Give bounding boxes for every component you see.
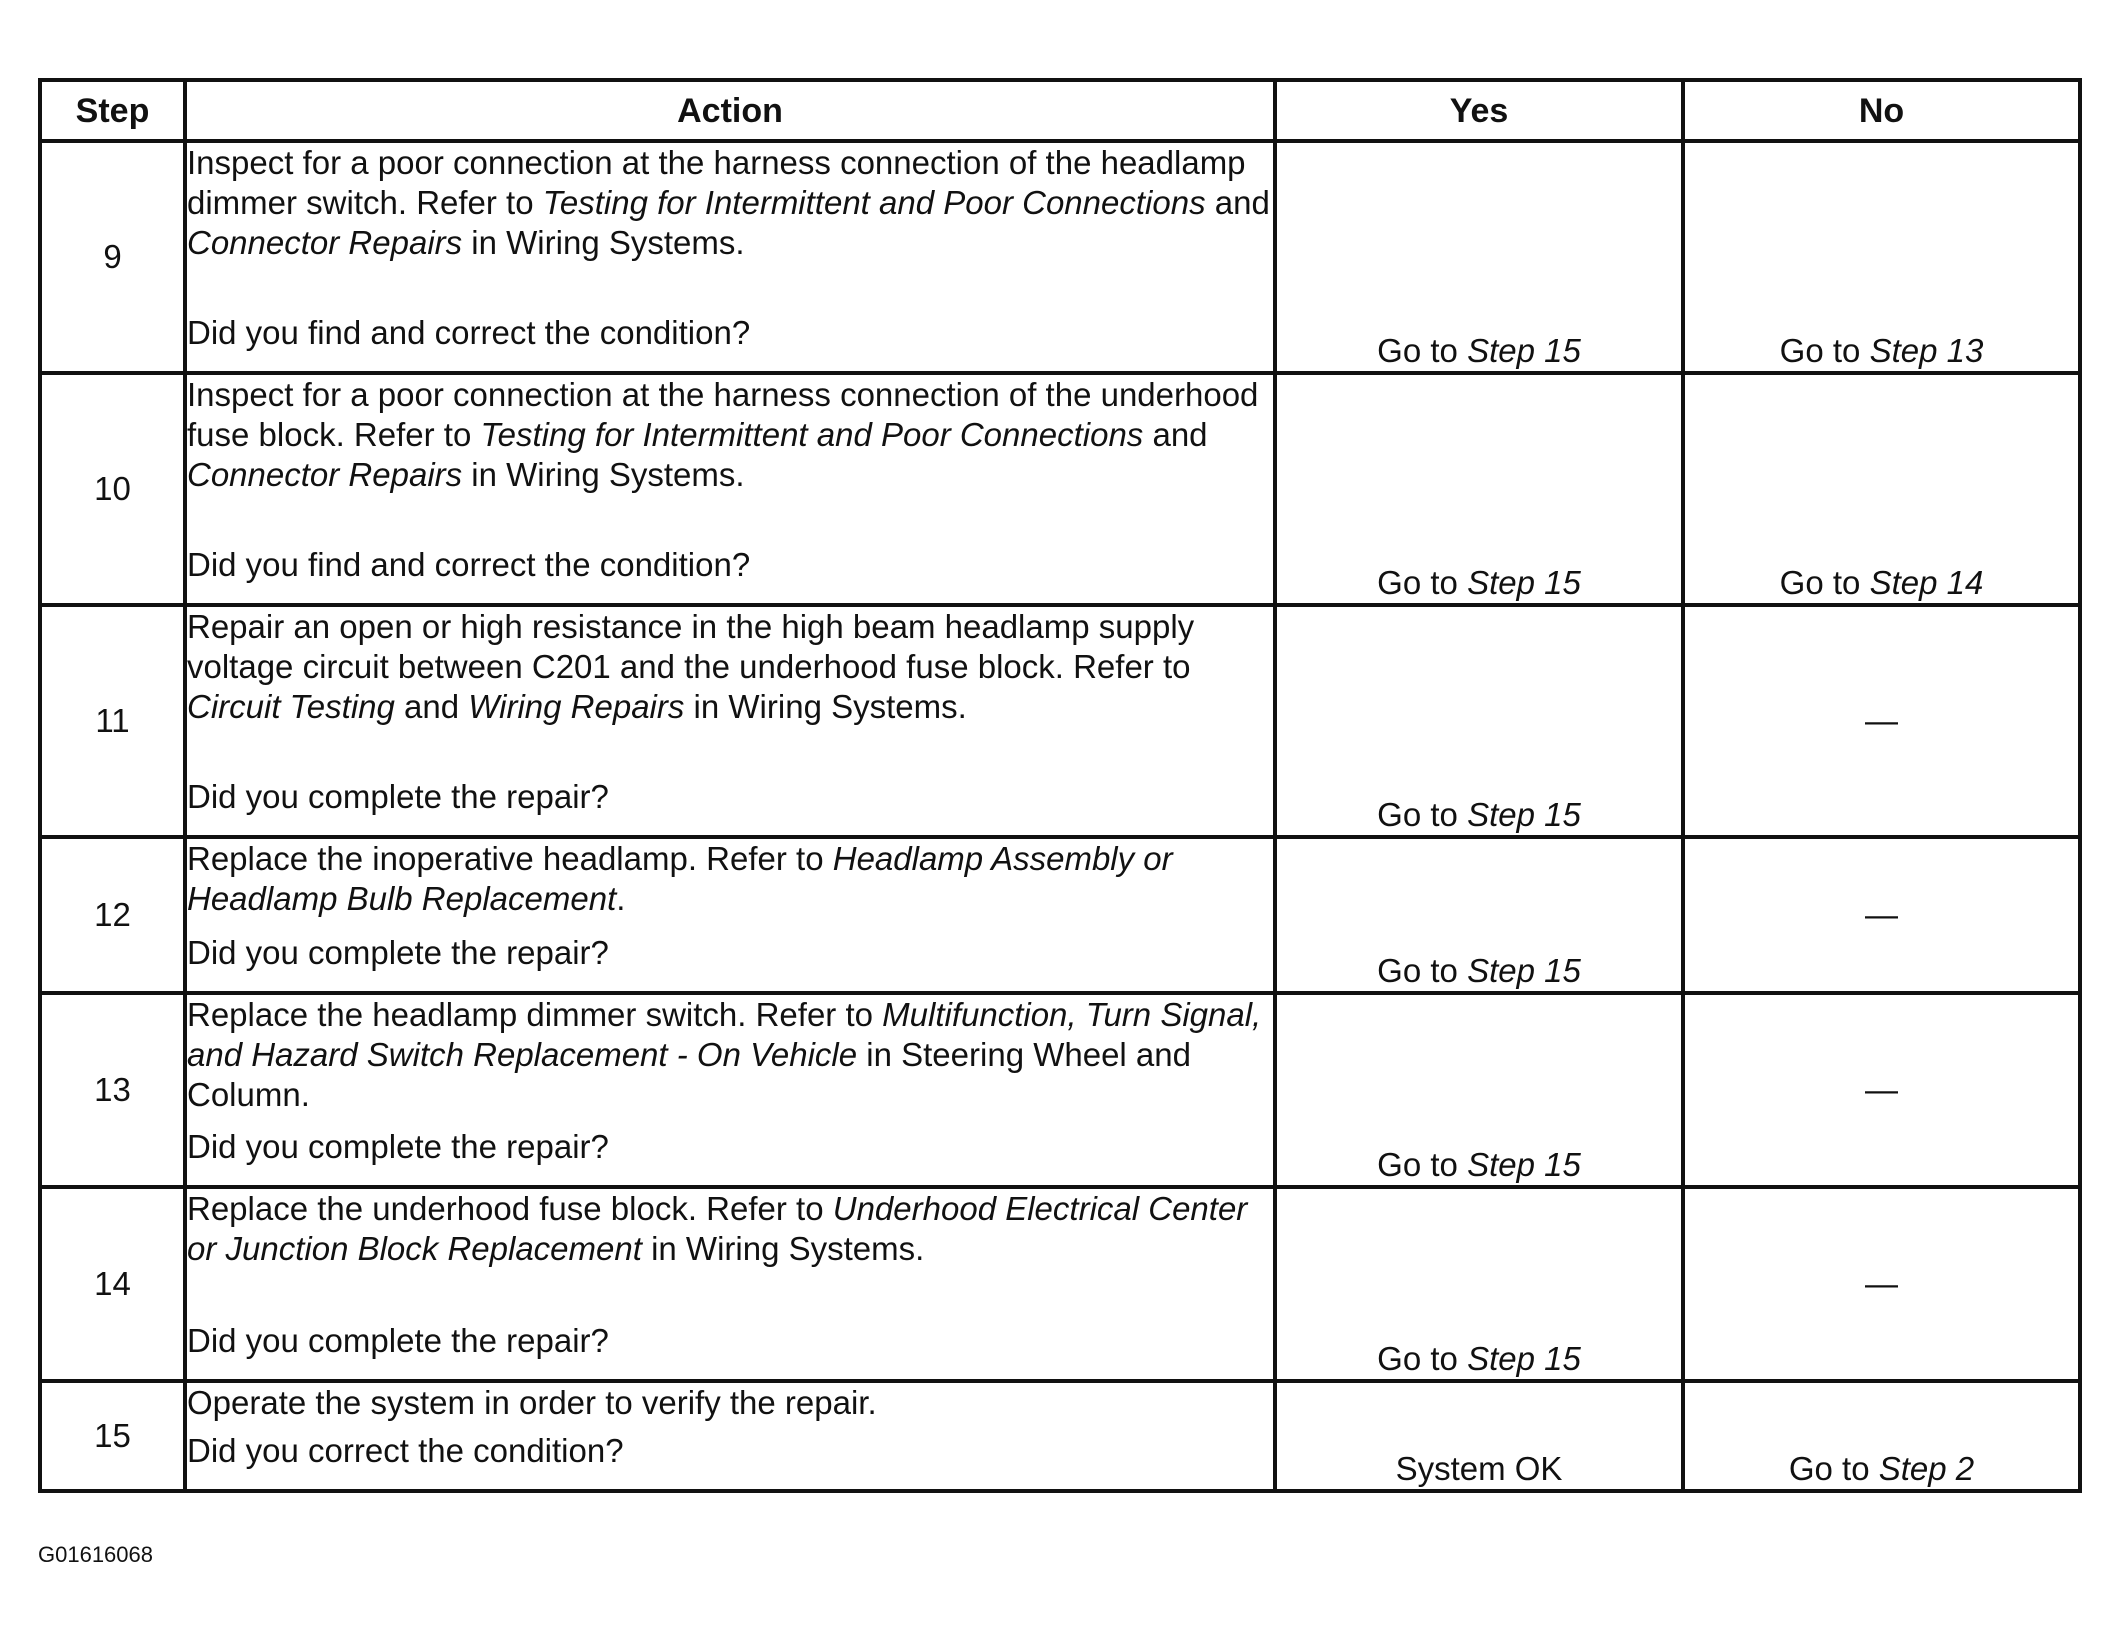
header-action: Action [185, 80, 1275, 141]
yes-outcome [1396, 1450, 1563, 1487]
yes-outcome [1377, 1340, 1581, 1377]
action-question: Did you find and correct the condition? [187, 546, 751, 583]
step-number: 10 [40, 373, 185, 605]
action-instruction [187, 995, 1273, 1115]
yes-outcome [1377, 564, 1581, 601]
table-row [40, 605, 2080, 837]
instruction-text: Operate the system in order to verify the repair. [187, 1384, 877, 1421]
action-instruction [187, 143, 1273, 263]
action-question: Did you complete the repair? [187, 1322, 609, 1359]
action-cell [185, 141, 1275, 373]
step-number: 14 [40, 1187, 185, 1381]
instruction-text: Replace the headlamp dimmer switch. Refer to [187, 996, 883, 1033]
instruction-text: . [616, 880, 626, 917]
step-link[interactable]: Step 15 [1467, 1146, 1581, 1183]
outcome-text: Go to [1377, 796, 1468, 833]
yes-cell [1275, 141, 1683, 373]
instruction-text: in Wiring Systems. [684, 688, 967, 725]
outcome-text: Go to [1779, 332, 1870, 369]
outcome-text: Go to [1377, 952, 1468, 989]
outcome-text: System OK [1395, 1450, 1563, 1487]
action-question: Did you find and correct the condition? [187, 314, 751, 351]
instruction-text: Repair an open or high resistance in the high beam headlamp supply voltage circuit between C201 and the underhood fuse block. Refer to [187, 608, 1195, 685]
no-action-dash: — [1865, 702, 1898, 739]
no-cell [1683, 1381, 2080, 1491]
step-link[interactable]: Step 15 [1467, 1340, 1581, 1377]
table-row [40, 141, 2080, 373]
table-row [40, 993, 2080, 1187]
instruction-text: in Wiring Systems. [462, 456, 745, 493]
action-instruction [187, 375, 1273, 495]
action-instruction [187, 1383, 1273, 1423]
action-cell [185, 993, 1275, 1187]
header-no: No [1683, 80, 2080, 141]
action-content [187, 1383, 1273, 1471]
yes-outcome [1377, 1146, 1581, 1183]
reference-title[interactable]: Testing for Intermittent and Poor Connections [542, 184, 1206, 221]
reference-title[interactable]: Testing for Intermittent and Poor Connections [480, 416, 1144, 453]
action-cell [185, 1381, 1275, 1491]
no-action-dash: — [1865, 1265, 1898, 1302]
step-link[interactable]: Step 15 [1467, 796, 1581, 833]
action-cell [185, 605, 1275, 837]
action-cell [185, 373, 1275, 605]
action-question: Did you complete the repair? [187, 778, 609, 815]
reference-title[interactable]: Underhood Electrical Center or Junction Block Replacement [187, 1190, 1248, 1267]
no-action-dash: — [1865, 896, 1898, 933]
table-body [40, 141, 2080, 1491]
step-number: 11 [40, 605, 185, 837]
action-content [187, 839, 1273, 973]
yes-outcome [1377, 332, 1581, 369]
instruction-text: in Wiring Systems. [462, 224, 745, 261]
no-cell [1683, 993, 2080, 1187]
outcome-text: Go to [1788, 1450, 1879, 1487]
instruction-text: Replace the underhood fuse block. Refer to [187, 1190, 833, 1227]
action-instruction [187, 1189, 1273, 1269]
header-yes: Yes [1275, 80, 1683, 141]
yes-cell [1275, 373, 1683, 605]
yes-cell [1275, 1381, 1683, 1491]
table-row [40, 1187, 2080, 1381]
no-outcome [1780, 564, 1984, 601]
reference-title[interactable]: Connector Repairs [187, 224, 463, 261]
yes-outcome [1377, 796, 1581, 833]
step-link[interactable]: Step 15 [1467, 952, 1581, 989]
instruction-text: Replace the inoperative headlamp. Refer to [187, 840, 833, 877]
step-link[interactable]: Step 15 [1467, 564, 1581, 601]
step-link[interactable]: Step 13 [1869, 332, 1984, 369]
outcome-text: Go to [1779, 564, 1870, 601]
step-number: 12 [40, 837, 185, 993]
diagnostic-table-sheet [38, 78, 2078, 1493]
action-content [187, 375, 1273, 585]
table-row [40, 1381, 2080, 1491]
table-row [40, 837, 2080, 993]
no-action-dash: — [1865, 1071, 1898, 1108]
action-content [187, 1189, 1273, 1361]
action-cell [185, 837, 1275, 993]
reference-title[interactable]: Circuit Testing [187, 688, 395, 725]
action-question: Did you complete the repair? [187, 934, 609, 971]
instruction-text: in Steering Wheel and Column. [187, 1036, 1191, 1113]
reference-title[interactable]: Wiring Repairs [468, 688, 685, 725]
no-outcome [1789, 1450, 1974, 1487]
figure-id: G01616068 [38, 1542, 153, 1567]
instruction-text: and [394, 688, 469, 725]
yes-outcome [1377, 952, 1581, 989]
action-instruction [187, 839, 1273, 919]
yes-cell [1275, 993, 1683, 1187]
header-step: Step [40, 80, 185, 141]
instruction-text: and [1205, 184, 1270, 221]
instruction-text: and [1143, 416, 1208, 453]
action-question: Did you correct the condition? [187, 1432, 624, 1469]
instruction-text: Inspect for a poor connection at the harness connection of the headlamp dimmer switch. Refer to [187, 144, 1246, 221]
reference-title[interactable]: Connector Repairs [187, 456, 463, 493]
no-cell [1683, 1187, 2080, 1381]
action-content [187, 143, 1273, 353]
action-content [187, 607, 1273, 817]
yes-cell [1275, 1187, 1683, 1381]
yes-cell [1275, 837, 1683, 993]
outcome-text: Go to [1377, 564, 1468, 601]
reference-title[interactable]: Multifunction, Turn Signal, and Hazard Switch Replacement - On Vehicle [187, 996, 1262, 1073]
step-link[interactable]: Step 15 [1467, 332, 1581, 369]
step-number: 15 [40, 1381, 185, 1491]
step-link[interactable]: Step 2 [1878, 1450, 1975, 1487]
reference-title[interactable]: Headlamp Assembly or Headlamp Bulb Replacement [187, 840, 1173, 917]
no-cell [1683, 141, 2080, 373]
action-instruction [187, 607, 1273, 727]
step-number: 13 [40, 993, 185, 1187]
instruction-text: in Wiring Systems. [641, 1230, 925, 1267]
yes-cell [1275, 605, 1683, 837]
no-cell [1683, 373, 2080, 605]
outcome-text: Go to [1377, 1340, 1468, 1377]
diagnostic-steps-table [38, 78, 2082, 1493]
step-link[interactable]: Step 14 [1869, 564, 1984, 601]
step-number: 9 [40, 141, 185, 373]
action-cell [185, 1187, 1275, 1381]
outcome-text: Go to [1377, 332, 1468, 369]
table-header-row [40, 80, 2080, 141]
no-outcome [1780, 332, 1984, 369]
action-content [187, 995, 1273, 1167]
no-cell [1683, 837, 2080, 993]
table-row [40, 373, 2080, 605]
no-cell [1683, 605, 2080, 837]
action-question: Did you complete the repair? [187, 1128, 609, 1165]
instruction-text: Inspect for a poor connection at the harness connection of the underhood fuse block. Refer to [187, 376, 1259, 453]
outcome-text: Go to [1377, 1146, 1468, 1183]
